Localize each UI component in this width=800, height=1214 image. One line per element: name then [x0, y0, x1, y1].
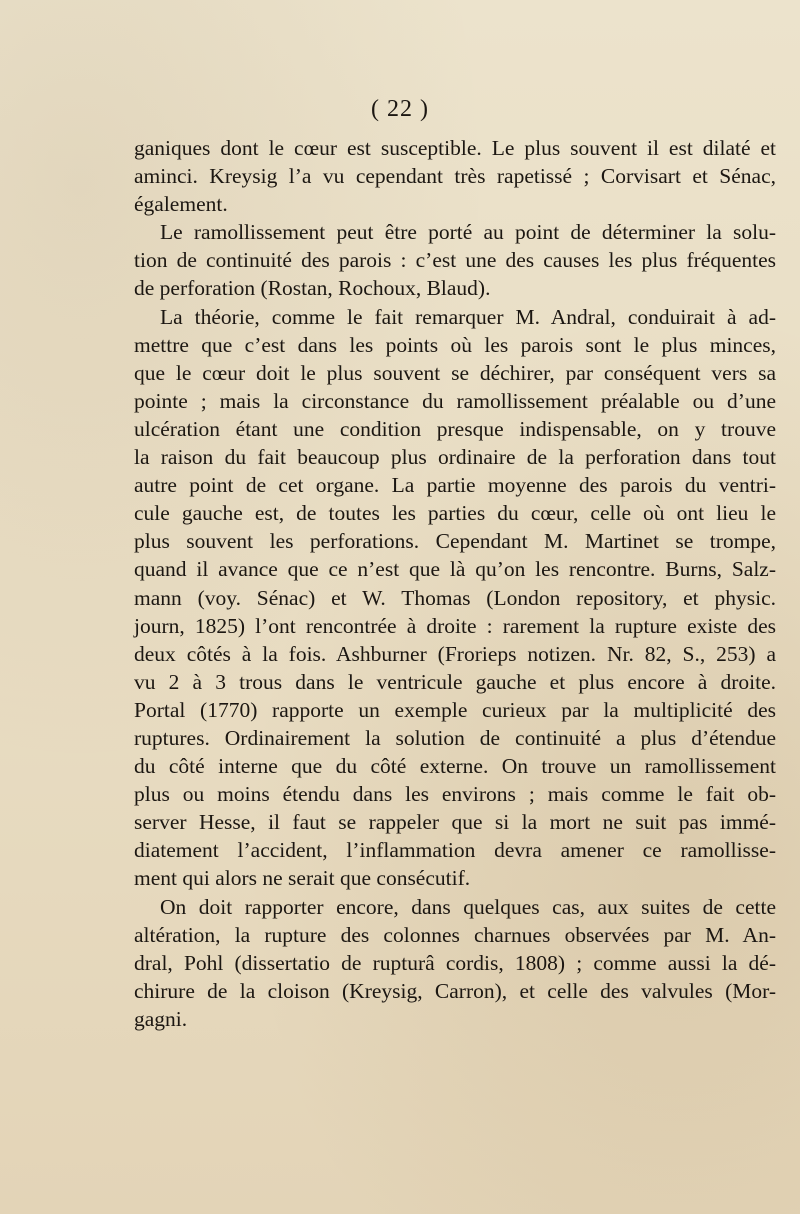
- text-line: mettre que c’est dans les points où les parois sont le plus minces,: [134, 332, 776, 357]
- text-line: quand il avance que ce n’est que là qu’on les rencontre. Burns, Salz-: [134, 557, 776, 582]
- text-line: gagni.: [134, 1006, 188, 1031]
- text-line: vu 2 à 3 trous dans le ventricule gauche et plus encore à droite.: [134, 669, 776, 694]
- text-line: la raison du fait beaucoup plus ordinaire de la perforation dans tout: [134, 445, 776, 470]
- paragraph: [134, 134, 776, 218]
- text-line: deux côtés à la fois. Ashburner (Frorieps notizen. Nr. 82, S., 253) a: [134, 641, 776, 666]
- text-line: de perforation (Rostan, Rochoux, Blaud).: [134, 276, 491, 301]
- text-line: dral, Pohl (dissertatio de rupturâ cordis, 1808) ; comme aussi la dé-: [134, 950, 776, 975]
- text-line: cule gauche est, de toutes les parties du cœur, celle où ont lieu le: [134, 501, 776, 526]
- text-line: ganiques dont le cœur est susceptible. Le plus souvent il est dilaté et: [134, 136, 776, 160]
- text-line: ulcération étant une condition presque indispensable, on y trouve: [134, 416, 776, 441]
- body-text: [134, 134, 776, 1033]
- text-line: La théorie, comme le fait remarquer M. Andral, conduirait à ad-: [160, 304, 776, 329]
- text-line: On doit rapporter encore, dans quelques cas, aux suites de cette: [160, 894, 776, 919]
- text-line: ruptures. Ordinairement la solution de continuité a plus d’étendue: [134, 725, 776, 750]
- text-line: diatement l’accident, l’inflammation devra amener ce ramollisse-: [134, 838, 776, 863]
- paragraph: [134, 218, 776, 302]
- text-line: plus ou moins étendu dans les environs ; mais comme le fait ob-: [134, 782, 776, 807]
- text-line: Portal (1770) rapporte un exemple curieux par la multiplicité des: [134, 697, 776, 722]
- page-number: ( 22 ): [371, 96, 429, 122]
- paragraph: [134, 893, 776, 1033]
- text-line: plus souvent les perforations. Cependant M. Martinet se trompe,: [134, 529, 776, 554]
- text-line: également.: [134, 192, 228, 217]
- text-line: tion de continuité des parois : c’est une des causes les plus fréquentes: [134, 248, 776, 273]
- text-line: chirure de la cloison (Kreysig, Carron), et celle des valvules (Mor-: [134, 978, 776, 1003]
- text-line: que le cœur doit le plus souvent se déchirer, par conséquent vers sa: [134, 360, 776, 385]
- text-line: mann (voy. Sénac) et W. Thomas (London repository, et physic.: [134, 585, 776, 610]
- text-line: Le ramollissement peut être porté au point de déterminer la solu-: [160, 220, 776, 245]
- text-line: altération, la rupture des colonnes charnues observées par M. An-: [134, 922, 776, 947]
- text-line: du côté interne que du côté externe. On trouve un ramollissement: [134, 754, 776, 779]
- text-line: journ, 1825) l’ont rencontrée à droite : rarement la rupture existe des: [134, 613, 776, 638]
- text-line: autre point de cet organe. La partie moyenne des parois du ventri-: [134, 473, 776, 498]
- text-line: pointe ; mais la circonstance du ramollissement préalable ou d’une: [134, 388, 776, 413]
- text-line: server Hesse, il faut se rappeler que si la mort ne suit pas immé-: [134, 810, 776, 835]
- text-line: aminci. Kreysig l’a vu cependant très rapetissé ; Corvisart et Sénac,: [134, 164, 776, 189]
- text-line: ment qui alors ne serait que consécutif.: [134, 866, 471, 891]
- paragraph: [134, 303, 776, 893]
